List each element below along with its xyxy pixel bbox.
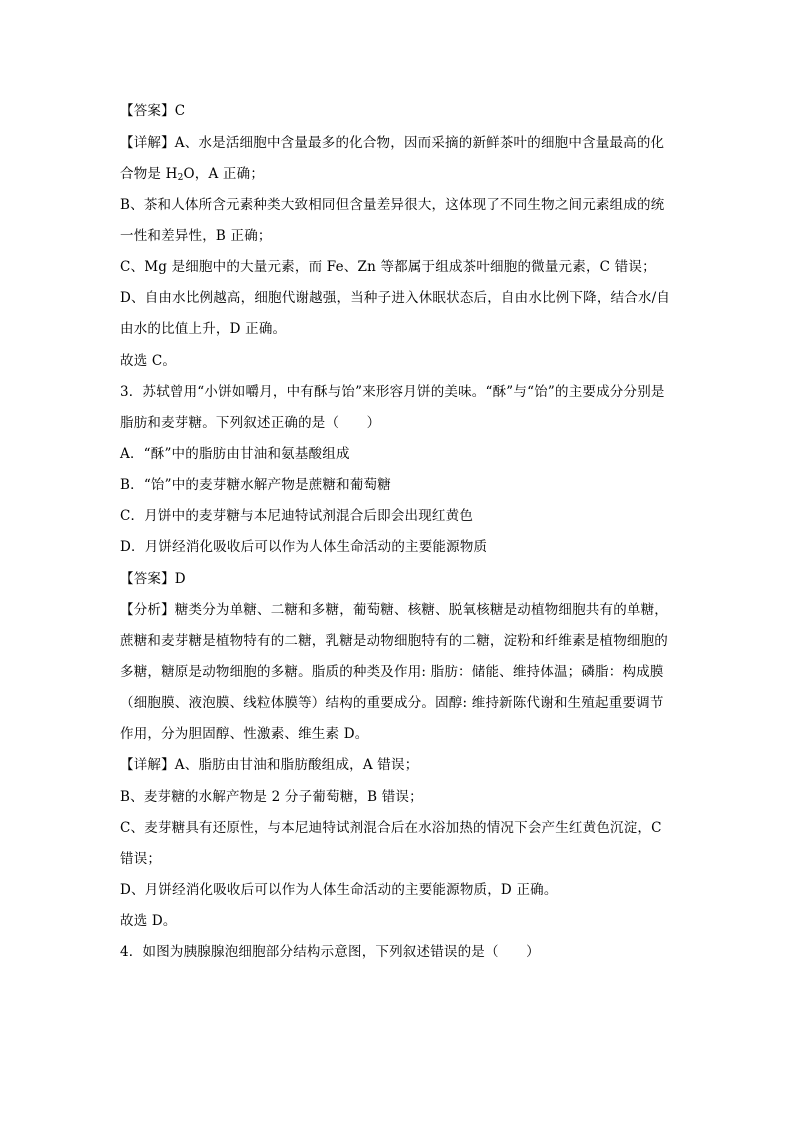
q2-water-pre: 合物是 H [120,166,178,182]
q2-detail-line-2 [120,165,264,187]
q3-analysis-line-5: 作用，分为胆固醇、性激素、维生素 D。 [120,726,369,742]
q3-stem-line-1: 3．苏轼曾用“小饼如嚼月，中有酥与饴”来形容月饼的美味。“酥”与“饴”的主要成分分别是 [120,384,665,400]
q2-detail-line-3: B、茶和人体所含元素种类大致相同但含量差异很大，这体现了不同生物之间元素组成的统 [120,197,665,213]
q3-detail-line-1: 【详解】A、脂肪由甘油和脂肪酸组成，A 错误； [120,757,419,773]
q3-answer: 【答案】D [120,571,186,587]
q3-option-c: C．月饼中的麦芽糖与本尼迪特试剂混合后即会出现红黄色 [120,508,474,524]
q3-analysis-line-2: 蔗糖和麦芽糖是植物特有的二糖，乳糖是动物细胞特有的二糖，淀粉和纤维素是植物细胞的 [120,633,668,649]
q3-option-d: D．月饼经消化吸收后可以作为人体生命活动的主要能源物质 [120,539,488,555]
q3-stem-line-2: 脂肪和麦芽糖。下列叙述正确的是（ ） [120,415,381,431]
q3-detail-line-4: 错误； [120,851,162,867]
q3-option-a: A．“酥”中的脂肪由甘油和氨基酸组成 [120,446,350,462]
q3-detail-line-2: B、麦芽糖的水解产物是 2 分子葡萄糖，B 错误； [120,789,423,805]
q3-detail-line-3: C、麦芽糖具有还原性，与本尼迪特试剂混合后在水浴加热的情况下会产生红黄色沉淀，C [120,820,662,836]
q2-answer: 【答案】C [120,103,186,119]
q3-conclusion: 故选 D。 [120,913,177,929]
q2-detail-line-5: C、Mg 是细胞中的大量元素，而 Fe、Zn 等都属于组成茶叶细胞的微量元素，C 错误； [120,259,656,275]
q3-analysis-line-1: 【分析】糖类分为单糖、二糖和多糖，葡萄糖、核糖、脱氧核糖是动植物细胞共有的单糖， [120,602,668,618]
q2-detail-line-7: 由水的比值上升，D 正确。 [120,321,287,337]
q4-stem: 4．如图为胰腺腺泡细胞部分结构示意图，下列叙述错误的是（ ） [120,944,540,960]
q3-detail-line-5: D、月饼经消化吸收后可以作为人体生命活动的主要能源物质，D 正确。 [120,882,558,898]
q3-analysis-line-3: 多糖，糖原是动物细胞的多糖。脂质的种类及作用: 脂肪：储能、维持体温；磷脂：构成膜 [120,664,664,680]
q2-detail-line-1: 【详解】A、水是活细胞中含量最多的化合物，因而采摘的新鲜茶叶的细胞中含量最高的化 [120,135,665,151]
q2-conclusion: 故选 C。 [120,353,177,369]
q3-analysis-line-4: （细胞膜、液泡膜、线粒体膜等）结构的重要成分。固醇: 维持新陈代谢和生殖起重要调节 [120,695,664,711]
q3-option-b: B．“饴”中的麦芽糖水解产物是蔗糖和葡萄糖 [120,477,391,493]
q2-water-subscript: 2 [177,173,184,183]
q2-detail-line-6: D、自由水比例越高，细胞代谢越强，当种子进入休眠状态后，自由水比例下降，结合水/自 [120,290,671,306]
q2-water-post: O，A 正确； [183,166,265,182]
q2-detail-line-4: 一性和差异性，B 正确； [120,228,272,244]
